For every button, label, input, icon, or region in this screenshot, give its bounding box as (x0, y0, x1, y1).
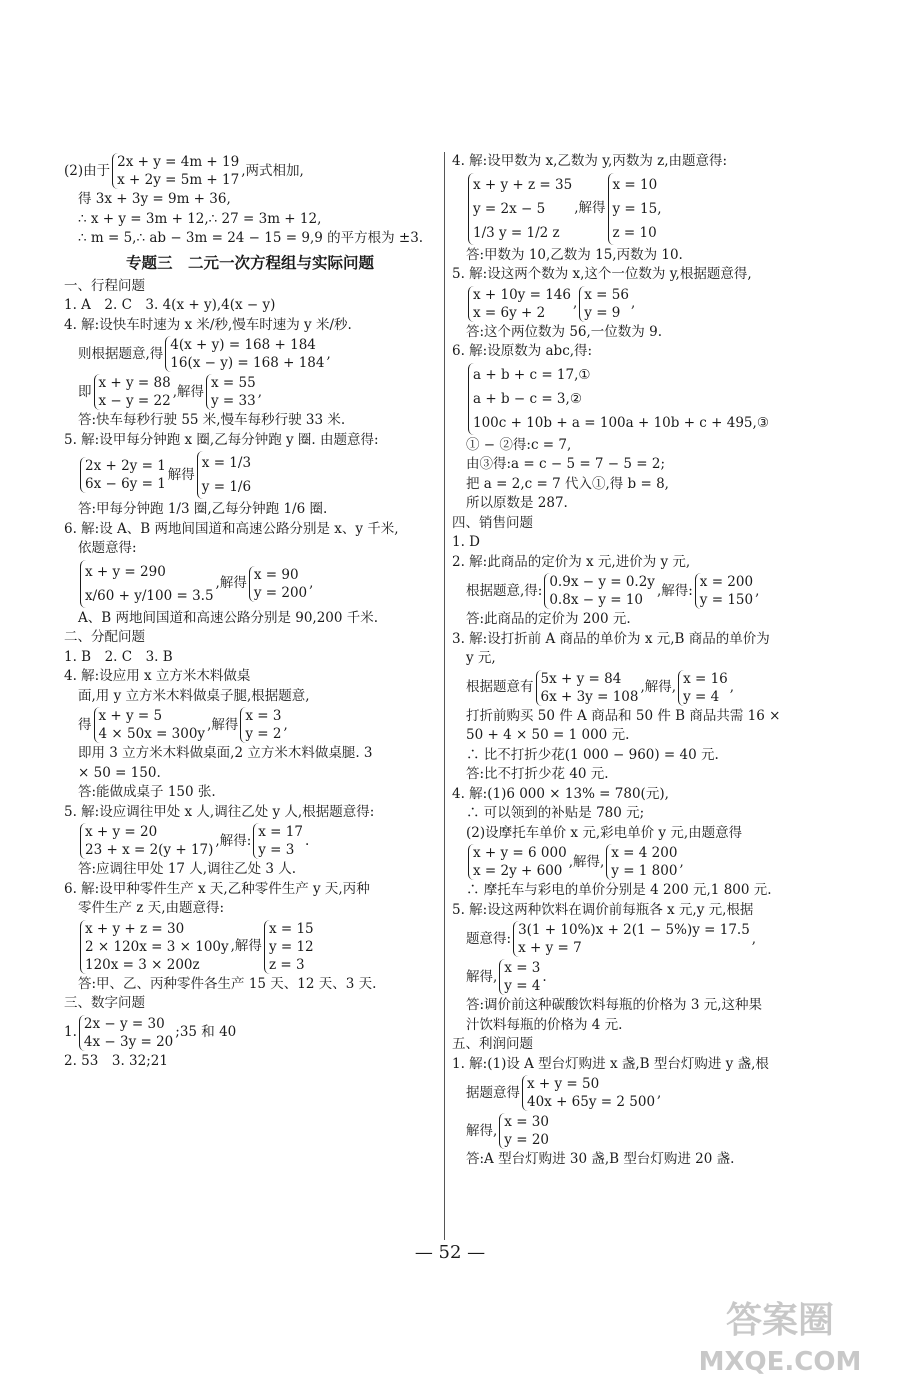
eq: 2x + y = 4m + 19 (117, 154, 240, 170)
eq: x + y = 6 000 (473, 845, 567, 861)
solution-system (695, 573, 753, 609)
text: ,解得: (656, 582, 693, 599)
watermark-bottom: MXQE.COM (698, 1347, 862, 1377)
text: , (326, 345, 331, 362)
eq: y = 2x − 5 (473, 200, 546, 217)
answer-line: 答:应调往甲处 17 人,调往乙处 3 人. (78, 861, 297, 877)
equation-line (452, 1074, 848, 1112)
text: 题意得: (466, 930, 512, 947)
eq: x = 30 (504, 1114, 549, 1130)
answer-line: 答:A 型台灯购进 30 盏,B 型台灯购进 20 盏. (466, 1151, 735, 1167)
right-column (452, 152, 848, 1170)
solution-system (197, 451, 251, 499)
solution-system (264, 920, 314, 974)
line: ∴ m = 5,∴ ab − 3m = 24 − 15 = 9,9 的平方根为 ±3. (78, 230, 424, 246)
line: 6. 解:设 A、B 两地间国道和高速公路分别是 x、y 千米, (64, 520, 399, 537)
equation-line (452, 669, 848, 707)
equation-system (112, 153, 239, 189)
eq: x = 16 (683, 670, 728, 687)
solution-system (499, 1113, 549, 1149)
eq: x + 2y = 5m + 17 (117, 172, 240, 188)
text: , (257, 383, 263, 400)
text: ,解得: (215, 832, 252, 849)
eq: x = 2y + 600 (473, 863, 563, 879)
eq: 4(x + y) = 168 + 184 (170, 337, 316, 353)
section-title: 专题三 二元一次方程组与实际问题 (125, 253, 374, 272)
eq: y = 20 (504, 1132, 549, 1148)
answers: 1. B 2. C 3. B (64, 648, 173, 665)
eq: 0.9x − y = 0.2y (549, 574, 655, 590)
line: 由③得:a = c − 5 = 7 − 5 = 2; (466, 456, 666, 472)
eq: x = 200 (699, 574, 754, 590)
eq: x + y = 20 (85, 824, 158, 840)
equation-system (79, 1015, 173, 1051)
eq: y = 33 (211, 393, 256, 409)
equation-system (94, 707, 206, 743)
watermark-top: 答案圈 (725, 1300, 835, 1341)
eq: x = 6y + 2 (473, 304, 546, 321)
eq: x = 3 (504, 960, 541, 976)
eq: 40x + 65y = 2 500 (527, 1094, 656, 1110)
eq: 16(x − y) = 168 + 184 (170, 355, 325, 371)
eq: x/60 + y/100 = 3.5 (85, 587, 214, 604)
eq: 4 × 50x = 300y (98, 726, 206, 742)
text: (2)由于 (64, 162, 111, 179)
eq: y = 9 (584, 304, 621, 321)
answer-line: 答:快车每秒行驶 55 米,慢车每秒行驶 33 米. (78, 412, 346, 428)
equation-line (64, 559, 436, 609)
text: ,解得 (207, 716, 239, 733)
eq: y = 2 (245, 726, 282, 742)
eq: x = 90 (253, 566, 299, 583)
text: , (572, 295, 578, 311)
line: 3. 解:设打折前 A 商品的单价为 x 元,B 商品的单价为 (452, 630, 770, 647)
line: 5. 解:设应调往甲处 x 人,调往乙处 y 人,根据题意得: (64, 803, 375, 820)
eq: y = 200 (253, 584, 308, 601)
prev-problem-2 (64, 152, 436, 190)
equation-system (468, 844, 567, 880)
line: ∴ 比不打折少花(1 000 − 960) = 40 元. (466, 746, 719, 763)
eq: x + y = 5 (98, 708, 163, 724)
solution-system (499, 959, 540, 995)
solution-system (579, 286, 629, 322)
line: 5. 解:设这两种饮料在调价前每瓶各 x 元,y 元,根据 (452, 901, 754, 918)
line: ∴ 摩托车与彩电的单价分别是 4 200 元,1 800 元. (466, 882, 772, 898)
eq: x = 56 (584, 286, 629, 303)
text: 1. (64, 1024, 77, 1040)
solution-system (608, 173, 662, 245)
equation-system (468, 286, 571, 322)
equation-line (452, 920, 848, 958)
equation-line (64, 822, 436, 860)
equation-line (452, 285, 848, 323)
left-column (64, 152, 436, 1071)
text: 得 (78, 716, 92, 733)
line: 4. 解:设快车时速为 x 米/秒,慢车时速为 y 米/秒. (64, 316, 352, 333)
watermark-logo (680, 1290, 880, 1380)
subsection-heading: 四、销售问题 (452, 514, 533, 531)
equation-line (452, 362, 848, 436)
line: y 元, (466, 650, 496, 666)
equation-system (544, 573, 655, 609)
equation-system (80, 457, 166, 493)
eq: 6x + 3y = 108 (540, 688, 639, 705)
equation-system (468, 173, 572, 245)
equation-line (64, 335, 436, 373)
line: 4. 解:(1)6 000 × 13% = 780(元), (452, 785, 669, 802)
eq: a + b + c = 17,① (473, 366, 591, 383)
line: 50 + 4 × 50 = 1 000 元. (466, 727, 630, 743)
text: 根据题意有 (466, 679, 534, 695)
solution-system (206, 374, 256, 410)
text: ,解得, (568, 853, 605, 870)
text: , (630, 295, 636, 311)
column-divider (444, 152, 445, 1240)
eq: x + y = 290 (85, 563, 166, 580)
line: ∴ x + y = 3m + 12,∴ 27 = 3m + 12, (78, 210, 322, 227)
line: 零件生产 z 天,由题意得: (78, 900, 225, 916)
equation-system (513, 921, 750, 957)
subsection-heading: 三、数字问题 (64, 995, 145, 1011)
eq: 1/3 y = 1/2 z (473, 224, 560, 241)
line: × 50 = 150. (78, 764, 161, 781)
equation-line (452, 843, 848, 881)
eq: 100c + 10b + a = 100a + 10b + c + 495,③ (473, 414, 769, 431)
eq: 4x − 3y = 20 (83, 1033, 174, 1050)
line: 把 a = 2,c = 7 代入①,得 b = 8, (466, 475, 669, 492)
line: 即用 3 立方米木料做桌面,2 立方米木料做桌腿. 3 (78, 745, 373, 761)
answer-line: A、B 两地间国道和高速公路分别是 90,200 千米. (78, 609, 379, 626)
text: , (679, 853, 684, 870)
eq: y = 4 (683, 688, 720, 705)
line: 面,用 y 立方米木料做桌子腿,根据题意, (78, 687, 310, 704)
answer-line: 答:能做成桌子 150 张. (78, 784, 216, 800)
equation-system (94, 374, 171, 410)
eq: x + y = 7 (518, 940, 582, 956)
text: 则根据题意,得 (78, 345, 164, 362)
text: ,解得, (640, 679, 677, 695)
eq: x + y + z = 30 (85, 920, 185, 937)
eq: x = 1/3 (201, 455, 252, 471)
answers: 1. D (452, 534, 480, 550)
text: 据题意得 (466, 1084, 520, 1101)
equation-line (452, 1112, 848, 1150)
line: 4. 解:设应用 x 立方米木料做桌 (64, 668, 251, 684)
eq: y = 4 (504, 978, 541, 994)
text: 解得, (466, 968, 498, 985)
line: 4. 解:设甲数为 x,乙数为 y,丙数为 z,由题意得: (452, 153, 728, 169)
answer-line: 答:甲数为 10,乙数为 15,丙数为 10. (466, 246, 683, 263)
eq: 2x − y = 30 (83, 1015, 165, 1032)
equation-line (452, 572, 848, 610)
text: , (283, 716, 288, 733)
eq: x = 3 (245, 708, 282, 724)
answer-line: 答:调价前这种碳酸饮料每瓶的价格为 3 元,这种果 (466, 997, 763, 1013)
line: 打折前购买 50 件 A 商品和 50 件 B 商品共需 16 × (466, 707, 781, 724)
eq: 2x + 2y = 1 (85, 458, 166, 474)
answers: 1. A 2. C 3. 4(x + y),4(x − y) (64, 297, 276, 313)
text: 解得 (167, 466, 195, 483)
text: ,解得 (574, 200, 606, 216)
text: ;35 和 40 (175, 1024, 237, 1040)
line: (2)设摩托车单价 x 元,彩电单价 y 元,由题意得 (466, 824, 743, 841)
solution-system (249, 566, 307, 602)
line: ① − ②得:c = 7, (466, 436, 572, 453)
solution-system (240, 707, 281, 743)
line: 1. 解:(1)设 A 型台灯购进 x 盏,B 型台灯购进 y 盏,根 (452, 1055, 769, 1072)
eq: x + 10y = 146 (473, 286, 571, 303)
equation-line (64, 706, 436, 744)
eq: x = 4 200 (611, 845, 678, 861)
equation-line (64, 373, 436, 411)
line: 得 3x + 3y = 9m + 36, (78, 191, 231, 207)
solution-system (253, 823, 303, 859)
eq: 120x = 3 × 200z (85, 956, 200, 973)
equation-system (80, 823, 213, 859)
equation-system (80, 560, 214, 608)
eq: y = 12 (268, 938, 314, 955)
eq: y = 15, (612, 200, 662, 217)
eq: x = 15 (268, 920, 314, 937)
subsection-heading: 五、利润问题 (452, 1036, 533, 1052)
text: , (755, 582, 760, 599)
eq: y = 3 (258, 842, 295, 858)
eq: 23 + x = 2(y + 17) (85, 842, 214, 858)
eq: a + b − c = 3,② (473, 390, 582, 407)
line: 6. 解:设原数为 abc,得: (452, 343, 593, 359)
text: 即 (78, 383, 92, 400)
text: , (729, 679, 735, 695)
equation-system (468, 363, 769, 435)
text: ,解得 (172, 383, 205, 400)
eq: z = 3 (268, 956, 305, 973)
line: 所以原数是 287. (466, 495, 568, 511)
equation-system (80, 920, 229, 974)
line: ∴ 可以领到的补贴是 780 元; (466, 805, 645, 821)
equation-line (452, 172, 848, 246)
text: ,两式相加, (241, 162, 304, 179)
equation-system (536, 670, 639, 706)
text: , (657, 1084, 662, 1101)
eq: x + y = 50 (527, 1076, 600, 1092)
answer-line: 答:比不打折少花 40 元. (466, 766, 609, 782)
text: 根据题意,得: (466, 582, 543, 599)
eq: 6x − 6y = 1 (85, 476, 166, 492)
answer-line: 答:这个两位数为 56,一位数为 9. (466, 323, 662, 340)
eq: 5x + y = 84 (540, 670, 622, 687)
eq: x − y = 22 (98, 393, 171, 409)
equation-line (452, 958, 848, 996)
line: 5. 解:设这两个数为 x,这个一位数为 y,根据题意得, (452, 266, 752, 282)
eq: x + y = 88 (98, 375, 171, 391)
equation-line (64, 450, 436, 500)
text: , (309, 575, 314, 591)
subsection-heading: 一、行程问题 (64, 277, 145, 294)
text: ,解得 (230, 938, 262, 954)
eq: x = 10 (612, 176, 658, 193)
eq: 0.8x − y = 10 (549, 592, 644, 608)
answers: 2. 53 3. 32;21 (64, 1052, 168, 1069)
line: 依题意得: (78, 540, 137, 556)
page-number: — 52 — (414, 1242, 486, 1263)
eq: x = 55 (211, 375, 256, 391)
answer-line: 答:甲、乙、丙种零件各生产 15 天、12 天、3 天. (78, 975, 377, 992)
text: 解得, (466, 1122, 498, 1139)
line: 5. 解:设甲每分钟跑 x 圈,乙每分钟跑 y 圈. 由题意得: (64, 431, 379, 448)
equation-line (64, 919, 436, 975)
text: ,解得 (215, 575, 247, 591)
answer-line: 答:甲每分钟跑 1/3 圈,乙每分钟跑 1/6 圈. (78, 501, 328, 517)
eq: z = 10 (612, 224, 657, 241)
line: 汁饮料每瓶的价格为 4 元. (466, 1016, 623, 1033)
line: 6. 解:设甲种零件生产 x 天,乙种零件生产 y 天,丙种 (64, 880, 370, 897)
equation-system (165, 336, 324, 372)
subsection-heading: 二、分配问题 (64, 629, 145, 645)
eq: y = 1 800 (611, 863, 678, 879)
text: , (751, 930, 757, 947)
line: 2. 解:此商品的定价为 x 元,进价为 y 元, (452, 553, 691, 570)
eq: x = 17 (258, 824, 303, 840)
eq: 3(1 + 10%)x + 2(1 − 5%)y = 17.5 (518, 922, 750, 938)
eq: y = 150 (699, 592, 754, 608)
equation-system (522, 1075, 655, 1111)
text: . (304, 832, 310, 849)
eq: x + y + z = 35 (473, 176, 573, 193)
solution-system (678, 670, 728, 706)
answer-line: 答:此商品的定价为 200 元. (466, 611, 631, 627)
eq: y = 1/6 (201, 479, 252, 495)
equation-line (64, 1014, 436, 1052)
solution-system (606, 844, 677, 880)
text: . (542, 968, 547, 985)
eq: 2 × 120x = 3 × 100y (85, 938, 229, 955)
